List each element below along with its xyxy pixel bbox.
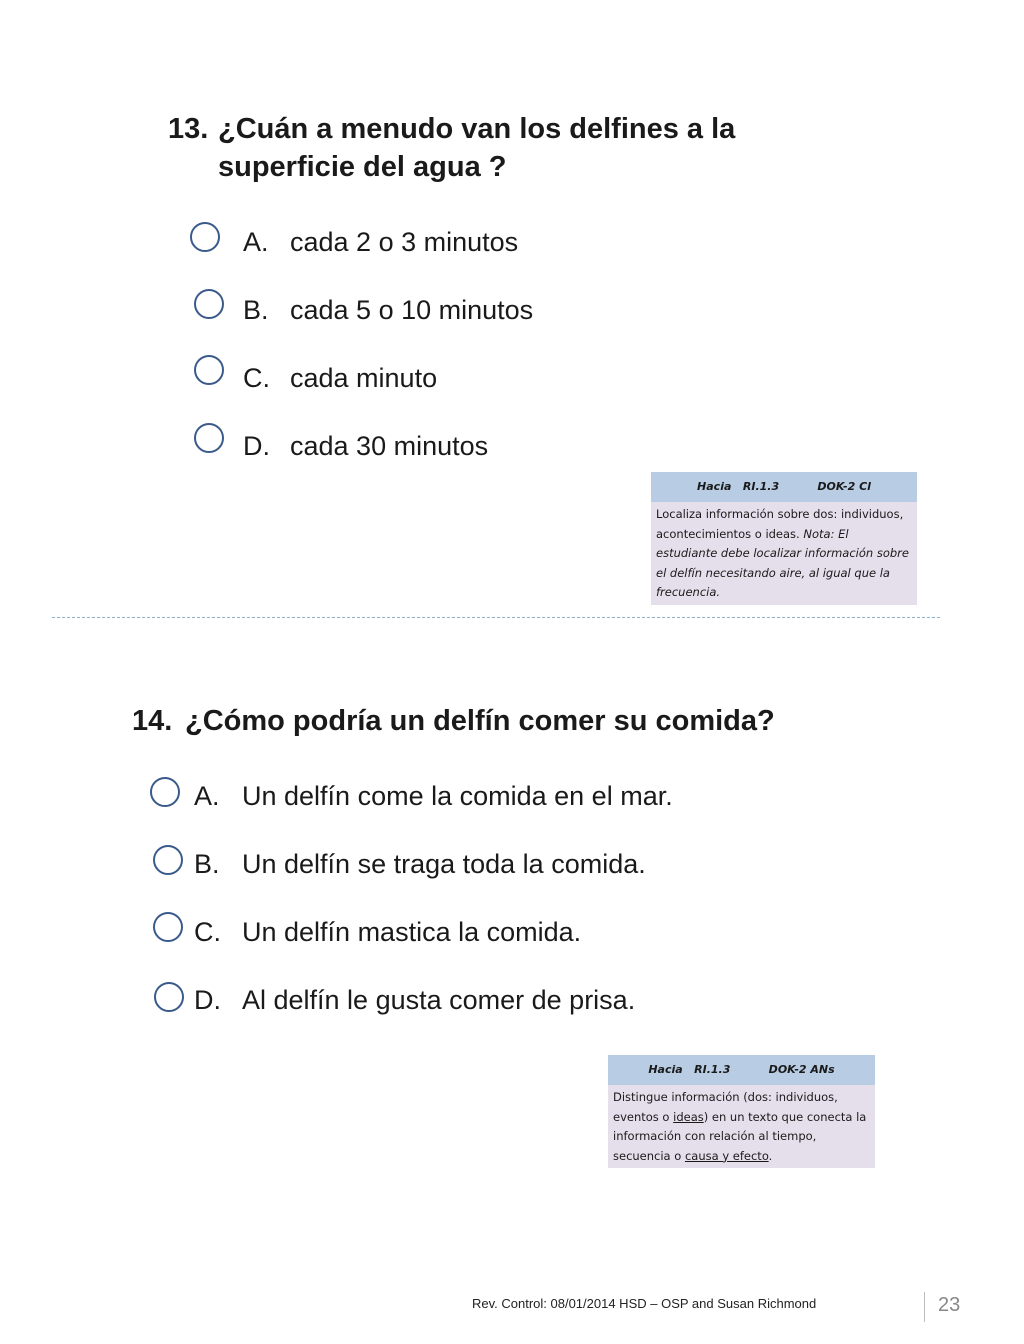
option-letter: C. <box>194 917 221 947</box>
standards-note-header: Hacia RI.1.3 DOK-2 Cl <box>651 472 917 502</box>
note-italic-text: Nota: El <box>803 526 849 541</box>
option-text: cada minuto <box>290 363 438 393</box>
note-line <box>656 525 912 545</box>
option-letter: D. <box>243 431 270 461</box>
question-14-text: ¿Cómo podría un delfín comer su comida? <box>185 705 775 737</box>
question-14-option-c[interactable] <box>153 912 753 952</box>
question-13-number: 13. <box>168 113 209 145</box>
section-divider <box>52 617 940 618</box>
option-text: Un delfín mastica la comida. <box>242 917 582 947</box>
question-13-option-d[interactable] <box>194 423 594 463</box>
note-text: acontecimientos o ideas. <box>656 526 804 541</box>
radio-button-icon[interactable] <box>153 912 183 942</box>
note-line: Localiza información sobre dos: individuos, <box>656 507 904 521</box>
option-letter: A. <box>243 227 269 257</box>
option-letter: C. <box>243 363 270 393</box>
footer-divider <box>924 1292 925 1322</box>
option-letter: A. <box>194 781 220 811</box>
note-text: ) en un texto que conecta la <box>703 1109 867 1124</box>
radio-button-icon[interactable] <box>150 777 180 807</box>
radio-button-icon[interactable] <box>194 289 224 319</box>
question-13-option-b[interactable] <box>194 289 594 329</box>
standards-note-14 <box>608 1055 875 1168</box>
note-line: frecuencia. <box>656 585 721 599</box>
question-13-text-line2: superficie del agua ? <box>218 151 507 183</box>
radio-button-icon[interactable] <box>153 845 183 875</box>
radio-button-icon[interactable] <box>194 355 224 385</box>
option-letter: D. <box>194 985 221 1015</box>
note-text: . <box>768 1148 773 1163</box>
radio-button-icon[interactable] <box>190 222 220 252</box>
note-line: estudiante debe localizar información sobre <box>656 546 909 560</box>
footer-text: Rev. Control: 08/01/2014 HSD – OSP and Susan Richmond <box>472 1296 817 1311</box>
note-line <box>613 1108 870 1128</box>
option-text: cada 5 o 10 minutos <box>290 295 534 325</box>
option-text: Un delfín come la comida en el mar. <box>242 781 673 811</box>
note-underlined-text: causa y efecto <box>684 1148 769 1163</box>
option-text: cada 30 minutos <box>290 431 489 461</box>
note-line <box>613 1147 870 1167</box>
question-14-option-d[interactable] <box>154 982 754 1022</box>
question-13-option-a[interactable] <box>190 222 590 262</box>
option-text: cada 2 o 3 minutos <box>290 227 519 257</box>
option-letter: B. <box>194 849 220 879</box>
option-text: Un delfín se traga toda la comida. <box>242 849 646 879</box>
note-line: información con relación al tiempo, <box>613 1129 817 1143</box>
note-line: Distingue información (dos: individuos, <box>613 1090 838 1104</box>
radio-button-icon[interactable] <box>194 423 224 453</box>
question-13-option-c[interactable] <box>194 355 594 395</box>
standards-note-body <box>608 1085 875 1168</box>
question-14-option-b[interactable] <box>153 845 753 885</box>
note-text: eventos o <box>613 1109 674 1124</box>
standards-note-13 <box>651 472 917 605</box>
option-text: Al delfín le gusta comer de prisa. <box>242 985 636 1015</box>
question-14-option-a[interactable] <box>150 777 750 817</box>
page-number: 23 <box>938 1294 961 1316</box>
note-line: el delfín necesitando aire, al igual que la <box>656 565 890 580</box>
standards-note-body <box>651 502 917 605</box>
radio-button-icon[interactable] <box>154 982 184 1012</box>
option-letter: B. <box>243 295 269 325</box>
question-13-text-line1: ¿Cuán a menudo van los delfines a la <box>218 113 736 145</box>
standards-note-header: Hacia RI.1.3 DOK-2 ANs <box>608 1055 875 1085</box>
question-14-number: 14. <box>132 705 173 737</box>
note-underlined-text: ideas <box>673 1109 704 1124</box>
note-text: secuencia o <box>613 1148 685 1163</box>
